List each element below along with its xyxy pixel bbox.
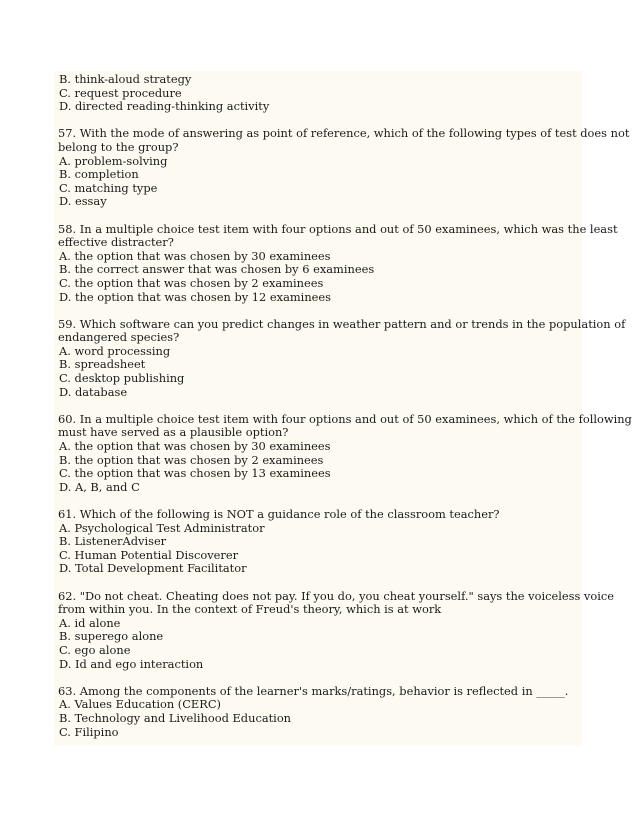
- option: C. the option that was chosen by 2 examinees: [59, 275, 324, 290]
- option: D. the option that was chosen by 12 examinees: [59, 289, 331, 304]
- question-text: belong to the group?: [58, 139, 179, 154]
- option: D. A, B, and C: [59, 479, 140, 494]
- option: D. Total Development Facilitator: [59, 561, 247, 576]
- question-59: [58, 316, 626, 400]
- option: D. database: [59, 384, 128, 399]
- option: A. word processing: [59, 343, 171, 358]
- option: A. problem-solving: [59, 153, 168, 168]
- option: A. Psychological Test Administrator: [59, 520, 265, 535]
- question-text: 59. Which software can you predict changes in weather pattern and or trends in the population of: [58, 316, 626, 331]
- option: B. the option that was chosen by 2 examinees: [59, 452, 324, 467]
- question-57: [58, 126, 630, 209]
- option: C. Filipino: [59, 724, 119, 739]
- option: B. ListenerAdviser: [59, 534, 167, 549]
- option: D. Id and ego interaction: [59, 656, 204, 671]
- option: A. the option that was chosen by 30 examinees: [59, 248, 331, 263]
- question-text: 62. "Do not cheat. Cheating does not pay. If you do, you cheat yourself." says the voiceless voice: [58, 588, 614, 603]
- option: C. matching type: [59, 180, 158, 195]
- option: A. id alone: [59, 615, 121, 630]
- option: B. Technology and Livelihood Education: [59, 710, 292, 725]
- option: B. completion: [59, 167, 139, 182]
- question-text: 61. Which of the following is NOT a guidance role of the classroom teacher?: [58, 507, 500, 521]
- option: B. the correct answer that was chosen by 6 examinees: [59, 262, 375, 277]
- question-text: 60. In a multiple choice test item with four options and out of 50 examinees, which of the following: [58, 411, 632, 426]
- option: A. the option that was chosen by 30 examinees: [59, 439, 331, 454]
- question-text: from within you. In the context of Freud's theory, which is at work: [58, 602, 442, 617]
- option: A. Values Education (CERC): [59, 697, 221, 712]
- option: D. directed reading-thinking activity: [59, 99, 270, 114]
- document-content: [54, 71, 632, 746]
- question-text: endangered species?: [58, 330, 180, 345]
- option: C. the option that was chosen by 13 examinees: [59, 466, 331, 481]
- option: C. ego alone: [59, 642, 131, 657]
- question-60: [58, 411, 632, 495]
- option: B. think-aloud strategy: [59, 72, 192, 86]
- question-63: [58, 685, 582, 739]
- option: B. spreadsheet: [59, 357, 146, 372]
- option: C. Human Potential Discoverer: [59, 547, 239, 562]
- question-text: 58. In a multiple choice test item with four options and out of 50 examinees, which was the least: [58, 221, 618, 236]
- option: D. essay: [59, 194, 107, 209]
- question-text: 57. With the mode of answering as point of reference, which of the following types of test does not: [58, 126, 630, 141]
- question-text: must have served as a plausible option?: [58, 425, 289, 440]
- question-text: 63. Among the components of the learner's marks/ratings, behavior is reflected in _____.: [58, 683, 569, 698]
- question-58: [58, 221, 618, 305]
- option: B. superego alone: [59, 629, 164, 644]
- question-62: [58, 588, 614, 672]
- question-61: [58, 508, 582, 576]
- question-text: effective distracter?: [58, 235, 174, 250]
- option: C. request procedure: [59, 85, 182, 100]
- option: C. desktop publishing: [59, 371, 185, 386]
- previous-question-options: [58, 73, 582, 114]
